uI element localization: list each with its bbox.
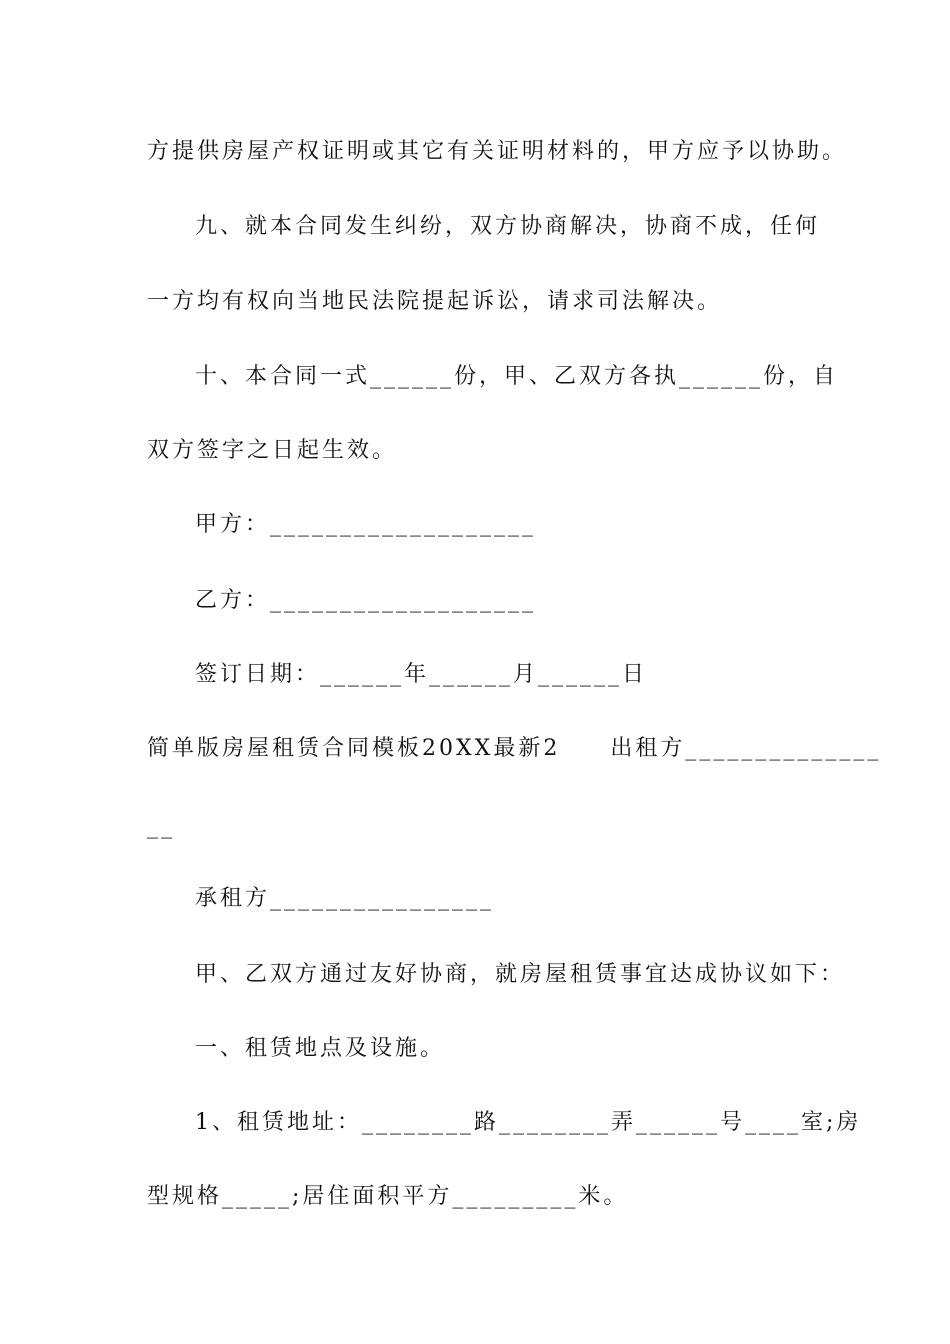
paragraph-line: 一方均有权向当地民法院提起诉讼，请求司法解决。 (147, 289, 723, 314)
clause-ten: 十、本合同一式______份，甲、乙双方各执______份，自 (195, 364, 839, 389)
lessee-line: 承租方________________ (195, 886, 495, 911)
section-title-lessor: 简单版房屋租赁合同模板20XX最新2 出租方______________ (147, 736, 882, 761)
paragraph-line: __ (147, 814, 175, 839)
paragraph-line: 方提供房屋产权证明或其它有关证明材料的，甲方应予以协助。 (147, 139, 848, 164)
signing-date-line: 签订日期：______年______月______日 (195, 662, 648, 687)
paragraph-line: 双方签字之日起生效。 (147, 438, 398, 463)
clause-one-heading: 一、租赁地点及设施。 (195, 1036, 446, 1061)
agreement-intro: 甲、乙双方通过友好协商，就房屋租赁事宜达成协议如下： (195, 962, 846, 987)
clause-nine: 九、就本合同发生纠纷，双方协商解决，协商不成，任何 (195, 214, 821, 239)
party-a-signature-line: 甲方：___________________ (195, 512, 537, 537)
party-b-signature-line: 乙方：___________________ (195, 588, 537, 613)
paragraph-line: 型规格_____;居住面积平方_________米。 (147, 1184, 629, 1209)
lease-address-line: 1、租赁地址：________路________弄______号____室;房 (195, 1110, 862, 1135)
